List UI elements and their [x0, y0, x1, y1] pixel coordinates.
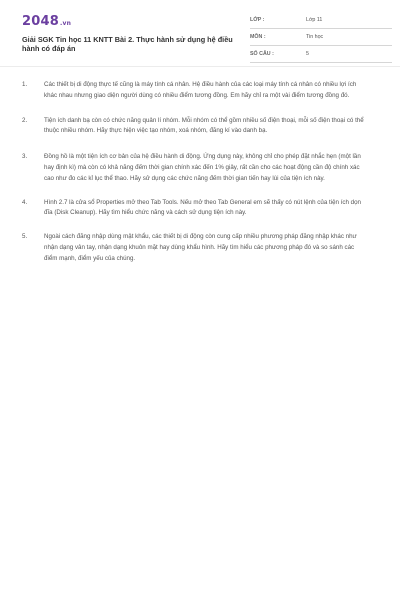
meta-label-class: LỚP :: [250, 17, 265, 23]
question-text: Các thiết bị di động thực tế cũng là máy tính cá nhân. Hệ điều hành của các loại máy tính cá nhân có nhiều lợi ích khác nhau nhưng giao diện người dùng có nhiều điểm tương đồng. Em hãy chỉ ra một vài điểm tương đồng đó.: [44, 81, 357, 99]
question-number: 5.: [22, 233, 28, 241]
logo-domain: .vn: [59, 20, 72, 27]
question-text: Đồng hồ là một tiện ích cơ bản của hệ điều hành di động. Ứng dụng này, không chỉ cho phép đặt nhắc hẹn (một lần hay định kì) mà còn có khả năng đếm thời gian chính xác đến 1% giây, rất cần cho các hoạt động cần độ chính xác cao như đo các kỉ lục thể thao. Hãy sử dụng các chức năng đếm thời gian tiến hay lùi của tiện ích này.: [44, 153, 361, 182]
question-number: 3.: [22, 153, 28, 161]
question-number: 2.: [22, 116, 28, 124]
question-number: 1.: [22, 81, 28, 88]
meta-label-count: SỐ CÂU :: [250, 51, 274, 57]
logo-text: 2048: [22, 14, 59, 29]
question-text: Ngoài cách đăng nhập dùng mật khẩu, các thiết bị di động còn cung cấp nhiều phương pháp đăng nhập khác như nhận dạng vân tay, nhận dạng khuôn mặt hay dùng khẩu hình. Hãy tìm hiểu các phương pháp đó và so sánh các điểm mạnh, điểm yếu của chúng.: [44, 233, 357, 262]
question-item: [22, 80, 368, 102]
document-title: Giải SGK Tin học 11 KNTT Bài 2. Thực hành sử dụng hệ điều hành có đáp án: [22, 35, 233, 53]
question-item: [22, 116, 368, 138]
meta-label-subject: MÔN :: [250, 34, 266, 40]
meta-row-class: [250, 16, 392, 29]
meta-value-class: Lớp 11: [306, 17, 323, 23]
meta-info: [250, 16, 392, 67]
meta-value-subject: Tin học: [306, 34, 324, 40]
question-number: 4.: [22, 198, 28, 206]
meta-row-count: [250, 50, 392, 63]
meta-row-subject: [250, 33, 392, 46]
question-item: [22, 198, 368, 220]
question-list: [22, 80, 368, 265]
question-text: Hình 2.7 là cửa sổ Properties mở theo Tab Tools. Nếu mở theo Tab General em sẽ thấy có nút lệnh của tiện ích dọn đĩa (Disk Cleanup). Hãy tìm hiểu chức năng và cách sử dụng tiện ích này.: [44, 198, 361, 217]
question-item: [22, 232, 368, 264]
question-text: Tiện ích danh bạ còn có chức năng quản lí nhóm. Mỗi nhóm có thể gồm nhiều số điện thoại, mỗi số điện thoại có thể thuộc nhiều nhóm. Hãy thực hiện việc tạo nhóm, xoá nhóm, đăng kí vào danh bạ.: [44, 116, 364, 135]
header-divider: [0, 66, 400, 67]
meta-value-count: 5: [306, 51, 309, 57]
site-logo[interactable]: [22, 14, 71, 29]
question-item: [22, 152, 368, 184]
document-header: [22, 14, 382, 60]
